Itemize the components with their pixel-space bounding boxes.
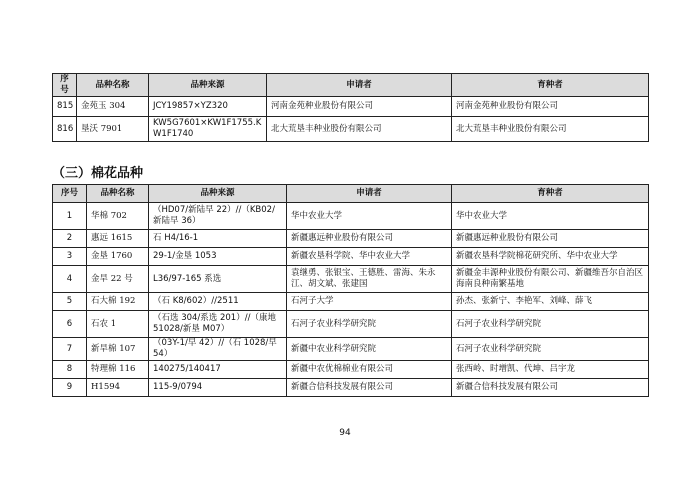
cell-applicant: 石河子大学 (287, 293, 452, 311)
table-cotton-varieties (52, 184, 649, 397)
header-index: 序号 (53, 74, 77, 97)
cell-breeder: 新疆合信科技发展有限公司 (452, 379, 649, 397)
cell-variety-source: 29-1/金垦 1053 (149, 248, 287, 266)
cell-variety-name: 惠远 1615 (87, 230, 149, 248)
cell-variety-source: JCY19857×YZ320 (149, 97, 267, 117)
cell-variety-name: 金垦 1760 (87, 248, 149, 266)
cell-index: 9 (53, 379, 87, 397)
cell-breeder: 华中农业大学 (452, 203, 649, 230)
table-row (53, 361, 649, 379)
cell-variety-name: 金旱 22 号 (87, 266, 149, 293)
header-breeder: 育种者 (452, 74, 649, 97)
cell-index: 3 (53, 248, 87, 266)
cell-variety-name: 石农 1 (87, 311, 149, 338)
cell-breeder: 新疆金丰源种业股份有限公司、新疆维吾尔自治区海南良种南繁基地 (452, 266, 649, 293)
cell-applicant: 新疆合信科技发展有限公司 (287, 379, 452, 397)
cell-index: 6 (53, 311, 87, 338)
table-row (53, 97, 649, 117)
cell-applicant: 新疆中农优棉棉业有限公司 (287, 361, 452, 379)
table-header-row (53, 74, 649, 97)
cell-variety-name: 新旱棉 107 (87, 338, 149, 361)
cell-applicant: 新疆农垦科学院、华中农业大学 (287, 248, 452, 266)
table-row (53, 379, 649, 397)
cell-breeder: 孙杰、张新宁、李艳军、刘峰、薛飞 (452, 293, 649, 311)
cell-variety-source: （03Y-1/早 42）//（石 1028/早 54） (149, 338, 287, 361)
cell-applicant: 河南金苑种业股份有限公司 (267, 97, 452, 117)
cell-breeder: 新疆农垦科学院棉花研究所、华中农业大学 (452, 248, 649, 266)
table-row (53, 117, 649, 142)
cell-variety-source: 115-9/0794 (149, 379, 287, 397)
cell-index: 7 (53, 338, 87, 361)
cell-variety-source: 140275/140417 (149, 361, 287, 379)
cell-variety-source: 石 H4/16-1 (149, 230, 287, 248)
cell-index: 816 (53, 117, 77, 142)
cell-index: 5 (53, 293, 87, 311)
table-row (53, 230, 649, 248)
table-row (53, 311, 649, 338)
cell-variety-source: （石 K8/602）//2511 (149, 293, 287, 311)
cell-variety-source: （HD07/新陆早 22）//（KB02/新陆早 36） (149, 203, 287, 230)
table-header-row (53, 185, 649, 203)
header-applicant: 申请者 (267, 74, 452, 97)
table-row (53, 203, 649, 230)
cell-breeder: 北大荒垦丰种业股份有限公司 (452, 117, 649, 142)
header-applicant: 申请者 (287, 185, 452, 203)
cell-index: 4 (53, 266, 87, 293)
cell-breeder: 石河子农业科学研究院 (452, 338, 649, 361)
header-variety-source: 品种来源 (149, 185, 287, 203)
cell-variety-name: H1594 (87, 379, 149, 397)
cell-applicant: 袁继勇、张银宝、王德胜、雷海、朱永江、胡文斌、张建国 (287, 266, 452, 293)
cell-breeder: 张西岭、时增凯、代坤、吕宇龙 (452, 361, 649, 379)
cell-applicant: 北大荒垦丰种业股份有限公司 (267, 117, 452, 142)
cell-variety-source: KW5G7601×KW1F1755.KW1F1740 (149, 117, 267, 142)
cell-variety-name: 特理棉 116 (87, 361, 149, 379)
header-variety-name: 品种名称 (87, 185, 149, 203)
cell-index: 8 (53, 361, 87, 379)
table-row (53, 293, 649, 311)
cell-index: 815 (53, 97, 77, 117)
table-row (53, 266, 649, 293)
cell-variety-name: 垦沃 7901 (77, 117, 149, 142)
header-index: 序号 (53, 185, 87, 203)
cell-variety-source: L36/97-165 系选 (149, 266, 287, 293)
cell-variety-source: （石选 304/系选 201）//（康地 51028/新垦 M07） (149, 311, 287, 338)
page-number: 94 (339, 428, 351, 438)
cell-index: 2 (53, 230, 87, 248)
cell-variety-name: 石大棉 192 (87, 293, 149, 311)
cell-variety-name: 金苑玉 304 (77, 97, 149, 117)
cell-breeder: 河南金苑种业股份有限公司 (452, 97, 649, 117)
cell-applicant: 石河子农业科学研究院 (287, 311, 452, 338)
header-breeder: 育种者 (452, 185, 649, 203)
cell-index: 1 (53, 203, 87, 230)
header-variety-name: 品种名称 (77, 74, 149, 97)
cell-breeder: 石河子农业科学研究院 (452, 311, 649, 338)
cell-applicant: 华中农业大学 (287, 203, 452, 230)
cell-breeder: 新疆惠远种业股份有限公司 (452, 230, 649, 248)
table-row (53, 338, 649, 361)
table-maize-varieties (52, 73, 649, 142)
cell-applicant: 新疆惠远种业股份有限公司 (287, 230, 452, 248)
cell-variety-name: 华棉 702 (87, 203, 149, 230)
table-row (53, 248, 649, 266)
section-title: （三）棉花品种 (52, 166, 144, 181)
header-variety-source: 品种来源 (149, 74, 267, 97)
cell-applicant: 新疆中农业科学研究院 (287, 338, 452, 361)
